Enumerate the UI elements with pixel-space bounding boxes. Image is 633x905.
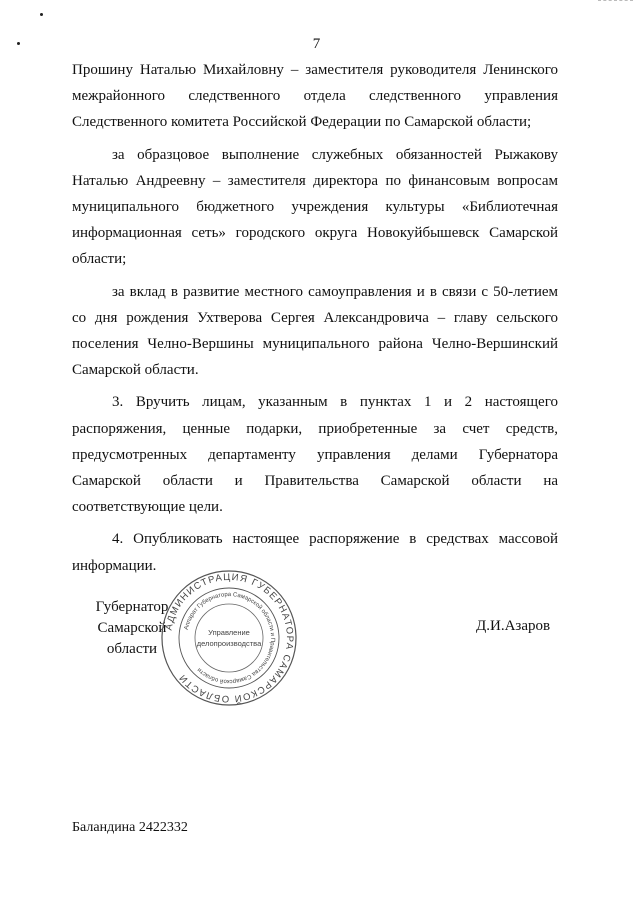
paragraph-5: 4. Опубликовать настоящее распоряжение в средствах массовой информации. [72, 531, 558, 574]
seal-inner-text: Аппарат Губернатора Самарской области и Правительства Самарской области [183, 591, 276, 685]
seal-outer-text: АДМИНИСТРАЦИЯ ГУБЕРНАТОРА САМАРСКОЙ ОБЛАСТИ [163, 571, 296, 705]
seal-center-line1: Управление [208, 628, 250, 637]
signer-title-line2: Самарской области [97, 620, 167, 657]
document-body [72, 57, 558, 579]
signer-name: Д.И.Азаров [476, 618, 551, 634]
page-number: 7 [312, 36, 321, 52]
signer-title-line1: Губернатор [95, 599, 169, 615]
scan-edge-mark [598, 0, 633, 3]
official-seal [160, 569, 298, 707]
paragraph-1: Прошину Наталью Михайловну – заместителя руководителя Ленинского межрайонного следственного отдела следственного управления Следственного комитета Российской Федерации по Самарской области; [72, 62, 558, 131]
scan-speck [40, 13, 43, 16]
paragraph-3: за вклад в развитие местного самоуправления и в связи с 50-летием со дня рождения Ухтверова Сергея Александровича – главу сельского поселения Челно-Вершины муниципального района Челно-Вершинский Самарской области. [72, 283, 558, 379]
seal-center-line2: делопроизводства [196, 639, 262, 648]
paragraph-2: за образцовое выполнение служебных обязанностей Рыжакову Наталью Андреевну – заместителя директора по финансовым вопросам муниципального бюджетного учреждения культуры «Библиотечная информационная сеть» городского округа Новокуйбышевск Самарской области; [72, 146, 558, 268]
paragraph-4: 3. Вручить лицам, указанным в пунктах 1 и 2 настоящего распоряжения, ценные подарки, приобретенные за счет средств, предусмотренных департаменту управления делами Губернатора Самарской области и Правительства Самарской области на соответствующие цели. [72, 394, 558, 516]
executor-footer: Баландина 2422332 [72, 820, 188, 835]
